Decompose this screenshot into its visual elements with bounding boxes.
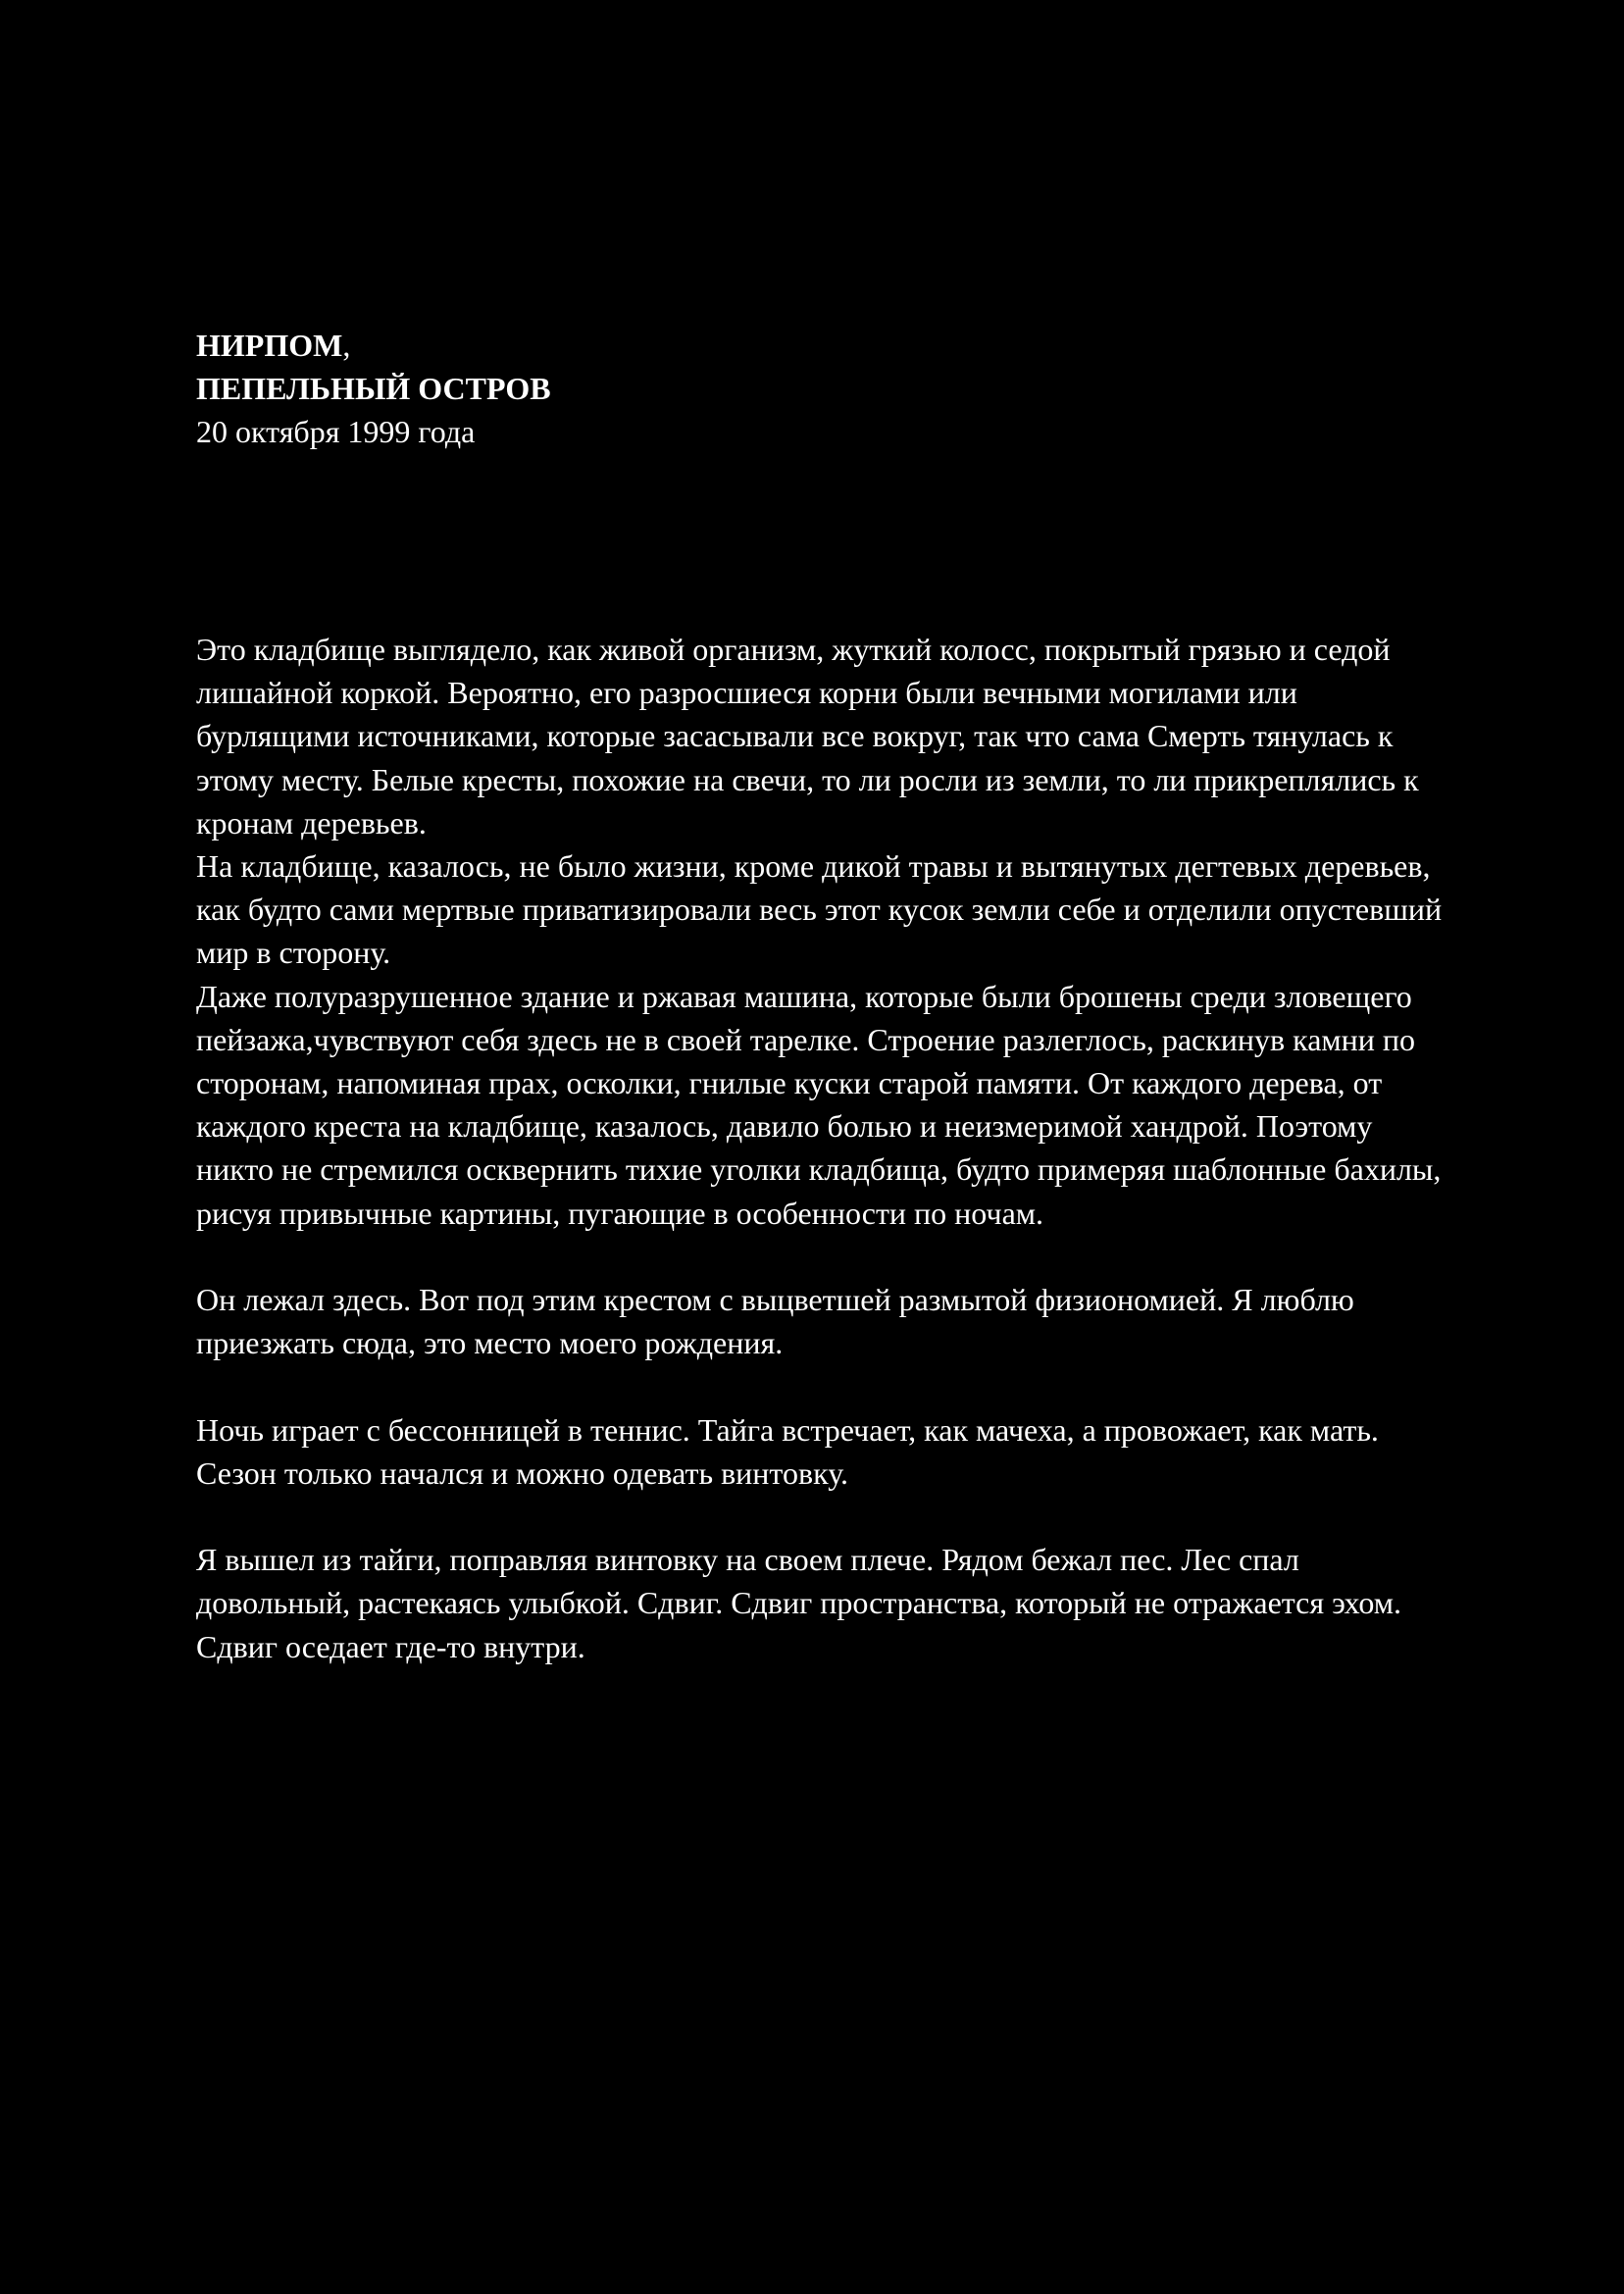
document-header bbox=[196, 324, 1432, 453]
location-name: НИРПОМ bbox=[196, 328, 343, 363]
paragraph: Это кладбище выглядело, как живой организм, жуткий колосс, покрытый грязью и седой лишайной коркой. Вероятно, его разросшиеся корни были вечными могилами или бурлящими источниками, которые засасывали все вокруг, так что сама Смерть тянулась к этому месту. Белые кресты, похожие на свечи, то ли росли из земли, то ли прикреплялись к кронам деревьев. bbox=[196, 632, 1419, 841]
paragraph: Он лежал здесь. Вот под этим крестом с выцветшей размытой физиономией. Я люблю приезжать сюда, это место моего рождения. bbox=[196, 1282, 1354, 1361]
document-body bbox=[196, 628, 1446, 1668]
location-line-1 bbox=[196, 324, 1432, 367]
document-date: 20 октября 1999 года bbox=[196, 414, 476, 449]
location-line-2: ПЕПЕЛЬНЫЙ ОСТРОВ bbox=[196, 371, 551, 406]
paragraph: Ночь играет с бессонницей в теннис. Тайга встречает, как мачеха, а провожает, как мать. Сезон только начался и можно одевать винтовку. bbox=[196, 1411, 1379, 1491]
paragraph: Даже полуразрушенное здание и ржавая машина, которые были брошены среди зловещего пейзажа,чувствуют себя здесь не в своей тарелке. Строение разлеглось, раскинув камни по сторонам, напоминая прах, осколки, гнилые куски старой памяти. От каждого дерева, от каждого креста на кладбище, казалось, давило болью и неизмеримой хандрой. Поэтому никто не стремился осквернить тихие уголки кладбища, будто примеряя шаблонные бахилы, рисуя привычные картины, пугающие в особенности по ночам. bbox=[196, 978, 1442, 1231]
location-comma: , bbox=[342, 328, 351, 363]
paragraph: Я вышел из тайги, поправляя винтовку на своем плече. Рядом бежал пес. Лес спал довольный, растекаясь улыбкой. Сдвиг. Сдвиг пространства, который не отражается эхом. Сдвиг оседает где-то внутри. bbox=[196, 1542, 1401, 1664]
paragraph: На кладбище, казалось, не было жизни, кроме дикой травы и вытянутых дегтевых деревьев, как будто сами мертвые приватизировали весь этот кусок земли себе и отделили опустевший мир в сторону. bbox=[196, 848, 1443, 971]
